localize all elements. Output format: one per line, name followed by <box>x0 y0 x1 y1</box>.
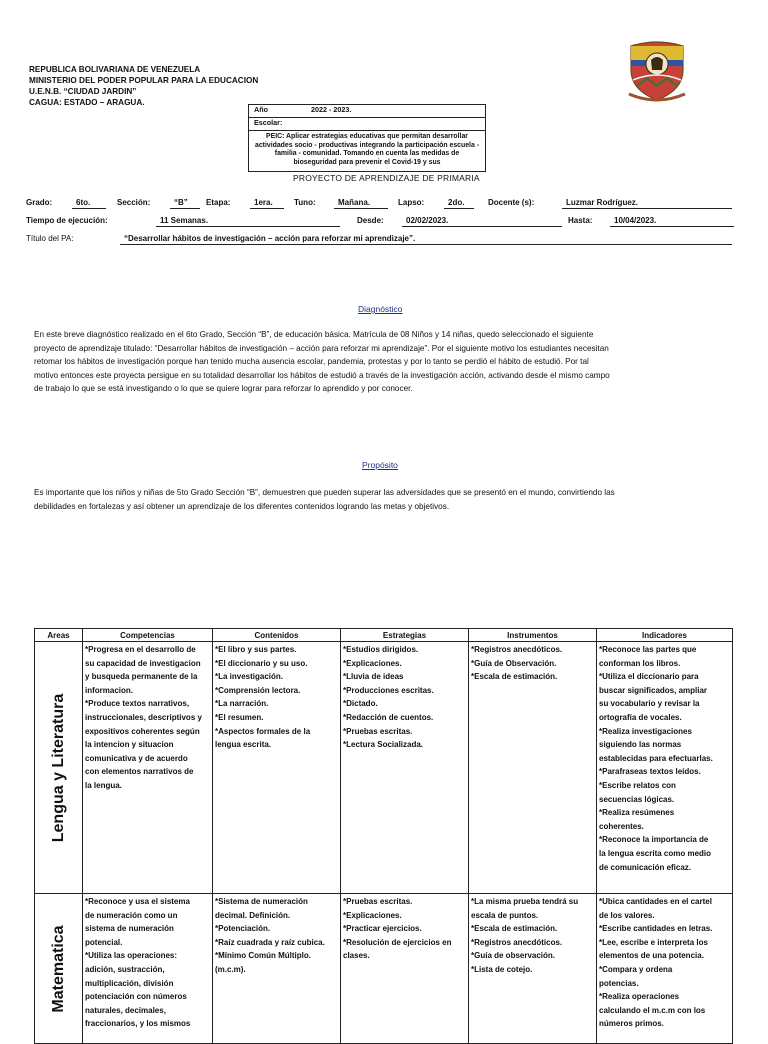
school-year-label: Año <box>254 105 268 114</box>
list-item: la lengua. <box>85 780 122 790</box>
contenidos-cell <box>213 894 341 1044</box>
header-instrumentos: Instrumentos <box>469 629 597 642</box>
instrumentos-cell <box>469 642 597 894</box>
list-item: *Realiza investigaciones <box>599 726 692 736</box>
titulo-label: Título del PA: <box>26 234 74 243</box>
list-item: de comunicación eficaz. <box>599 862 692 872</box>
list-item: *Resolución de ejercicios en <box>343 937 452 947</box>
list-item: *Compara y ordena <box>599 964 673 974</box>
list-item: instruccionales, descriptivos y <box>85 712 202 722</box>
school-year-value: 2022 - 2023. <box>311 105 352 114</box>
list-item: de los valores. <box>599 910 655 920</box>
docente-label: Docente (s): <box>488 198 535 207</box>
list-item: *Lista de cotejo. <box>471 964 533 974</box>
header-indicadores: Indicadores <box>597 629 733 642</box>
seccion-value: “B” <box>170 198 200 209</box>
list-item: *Escribe relatos con <box>599 780 676 790</box>
list-item: y busqueda permanente de la <box>85 672 198 682</box>
list-item: *Guía de observación. <box>471 951 556 961</box>
competencias-cell <box>83 894 213 1044</box>
contenidos-cell <box>213 642 341 894</box>
list-item: potencias. <box>599 978 639 988</box>
list-item: *Lectura Socializada. <box>343 740 424 750</box>
proposito-paragraph <box>34 486 734 513</box>
school-year-row <box>249 105 485 118</box>
diagnostico-title: Diagnóstico <box>358 304 403 314</box>
list-item: *Registros anecdóticos. <box>471 645 563 654</box>
list-item: *Pruebas escritas. <box>343 897 413 906</box>
titulo-value: “Desarrollar hábitos de investigación – acción para reforzar mi aprendizaje”. <box>120 234 732 245</box>
list-item: conforman los libros. <box>599 658 681 668</box>
tiempo-value: 11 Semanas. <box>156 216 340 227</box>
area-cell <box>35 894 83 1044</box>
list-item: sistema de numeración <box>85 924 174 934</box>
proposito-title: Propósito <box>362 460 398 470</box>
list-item: *Produce textos narrativos, <box>85 699 190 709</box>
list-item: *Utiliza el diccionario para <box>599 672 699 682</box>
list-item: *Mínimo Común Múltiplo. <box>215 951 311 961</box>
table-row <box>35 642 733 894</box>
list-item: *Reconoce las partes que <box>599 645 697 654</box>
list-item: adición, sustracción, <box>85 964 165 974</box>
list-item: *Producciones escritas. <box>343 685 434 695</box>
list-item: *Estudios dirigidos. <box>343 645 419 654</box>
list-item: *El libro y sus partes. <box>215 645 297 654</box>
list-item: *Guía de Observación. <box>471 658 557 668</box>
list-item: (m.c.m). <box>215 964 246 974</box>
header-areas: Areas <box>35 629 83 642</box>
etapa-label: Etapa: <box>206 198 231 207</box>
turno-label: Tuno: <box>294 198 316 207</box>
list-item: *Escala de estimación. <box>471 672 558 682</box>
page-subtitle: PROYECTO DE APRENDIZAJE DE PRIMARIA <box>293 173 480 183</box>
list-item: ortografía de vocales. <box>599 712 682 722</box>
header-competencias: Competencias <box>83 629 213 642</box>
header-contenidos: Contenidos <box>213 629 341 642</box>
list-item: naturales, decimales, <box>85 1005 166 1015</box>
list-item: informacion. <box>85 685 134 695</box>
diagnostico-line: de trabajo lo que se está investigando o lo que se quiere lograr para reforzar lo aprendido y por conocer. <box>34 384 413 394</box>
header-estrategias: Estrategias <box>341 629 469 642</box>
desde-value: 02/02/2023. <box>402 216 562 227</box>
list-item: *Raíz cuadrada y raíz cubica. <box>215 937 325 947</box>
list-item: de numeración como un <box>85 910 178 920</box>
list-item: *Pruebas escritas. <box>343 726 413 736</box>
school-logo <box>627 40 687 102</box>
planning-table <box>34 628 733 1044</box>
list-item: su capacidad de investigacion <box>85 658 201 668</box>
list-item: *Redacción de cuentos. <box>343 712 434 722</box>
proposito-line: Es importante que los niños y niñas de 5to Grado Sección “B”, demuestren que pueden superar las adversidades que se presentó en el mundo, convirtiendo las <box>34 488 615 497</box>
table-row <box>35 894 733 1044</box>
header-line-3: U.E.N.B. “CIUDAD JARDIN” <box>29 87 137 96</box>
peic-text: PEIC: Aplicar estrategias educativas que permitan desarrollar actividades socio - productivas integrando la participación escuela - familia - comunidad. Tomando en cuenta las medidas de bioseguridad para prevenir el Covid-19 y sus <box>255 133 480 166</box>
hasta-label: Hasta: <box>568 216 593 225</box>
area-label: Matematica <box>49 924 67 1013</box>
list-item: *Practicar ejercicios. <box>343 924 422 934</box>
list-item: fraccionarios, y los mismos <box>85 1019 191 1029</box>
list-item: *El diccionario y su uso. <box>215 658 308 668</box>
list-item: *Potenciación. <box>215 924 271 934</box>
list-item: coherentes. <box>599 821 644 831</box>
list-item: *La misma prueba tendrá su <box>471 897 579 906</box>
list-item: *Explicaciones. <box>343 658 402 668</box>
tiempo-label: Tiempo de ejecución: <box>26 216 108 225</box>
list-item: *Reconoce la importancia de <box>599 835 709 845</box>
list-item: la lengua escrita como medio <box>599 848 712 858</box>
lapso-value: 2do. <box>444 198 474 209</box>
school-label: Escolar: <box>254 118 283 127</box>
list-item: *Escribe cantidades en letras. <box>599 924 713 934</box>
list-item: su vocabulario y revisar la <box>599 699 700 709</box>
list-item: *La narración. <box>215 699 269 709</box>
school-label-row <box>249 118 485 131</box>
list-item: *Explicaciones. <box>343 910 402 920</box>
proposito-line: debilidades en fortalezas y así obtener un aprendizaje de los diferentes contenidos logrando las metas y objetivos. <box>34 501 450 511</box>
list-item: con elementos narrativos de <box>85 767 194 777</box>
school-info-box <box>248 104 486 172</box>
list-item: siguiendo las normas <box>599 740 682 750</box>
list-item: números primos. <box>599 1019 664 1029</box>
diagnostico-line: motivo entonces este proyecta persigue en su totalidad desarrollar los hábitos de estudió a través de la investigación acción, activando desde el mismo campo <box>34 370 610 380</box>
list-item: *Dictado. <box>343 699 378 709</box>
grado-label: Grado: <box>26 198 53 207</box>
area-cell <box>35 642 83 894</box>
indicadores-cell <box>597 642 733 894</box>
list-item: calculando el m.c.m con los <box>599 1005 706 1015</box>
header-line-1: REPUBLICA BOLIVARIANA DE VENEZUELA <box>29 65 201 74</box>
list-item: *La investigación. <box>215 672 284 682</box>
list-item: potencial. <box>85 937 123 947</box>
list-item: *Comprensión lectora. <box>215 685 301 695</box>
diagnostico-line: retomar los hábitos de investigación porque han tenido mucha ausencia escolar, pandemia, protestas y por lo tanto se perdió el hábito de estudió. Por tal <box>34 357 589 367</box>
list-item: secuencias lógicas. <box>599 794 675 804</box>
list-item: comunicativa y de acuerdo <box>85 753 188 763</box>
diagnostico-paragraph <box>34 328 734 396</box>
area-label: Lengua y Literatura <box>49 693 67 842</box>
instrumentos-cell <box>469 894 597 1044</box>
list-item: elementos de una potencia. <box>599 951 704 961</box>
list-item: *Realiza resúmenes <box>599 808 675 818</box>
desde-label: Desde: <box>357 216 384 225</box>
list-item: *Sistema de numeración <box>215 897 308 906</box>
list-item: *Parafraseas textos leídos. <box>599 767 701 777</box>
list-item: buscar significados, ampliar <box>599 685 708 695</box>
list-item: *Lee, escribe e interpreta los <box>599 937 708 947</box>
list-item: *Escala de estimación. <box>471 924 558 934</box>
list-item: expositivos coherentes según <box>85 726 200 736</box>
estrategias-cell <box>341 642 469 894</box>
list-item: escala de puntos. <box>471 910 539 920</box>
list-item: clases. <box>343 951 370 961</box>
list-item: *Registros anecdóticos. <box>471 937 563 947</box>
seccion-label: Sección: <box>117 198 151 207</box>
diagnostico-line: proyecto de aprendizaje titulado: “Desarrollar hábitos de investigación – acción para reforzar mi aprendizaje”. Por el siguiente motivo los estudiantes necesitan <box>34 343 609 353</box>
list-item: *Lluvia de ideas <box>343 672 404 682</box>
list-item: decimal. Definición. <box>215 910 291 920</box>
list-item: multiplicación, división <box>85 978 174 988</box>
docente-value: Luzmar Rodríguez. <box>562 198 732 209</box>
diagnostico-line: En este breve diagnóstico realizado en el 6to Grado, Sección “B”, de educación básica. Matrícula de 08 Niños y 14 niñas, quedo seleccionado el siguiente <box>34 330 594 339</box>
lapso-label: Lapso: <box>398 198 425 207</box>
list-item: establecidas para efectuarlas. <box>599 753 713 763</box>
hasta-value: 10/04/2023. <box>610 216 734 227</box>
header-line-4: CAGUA: ESTADO – ARAGUA. <box>29 98 145 107</box>
list-item: potenciación con números <box>85 992 187 1002</box>
list-item: lengua escrita. <box>215 740 272 750</box>
list-item: *El resumen. <box>215 712 264 722</box>
list-item: *Utiliza las operaciones: <box>85 951 178 961</box>
indicadores-cell <box>597 894 733 1044</box>
list-item: *Aspectos formales de la <box>215 726 311 736</box>
list-item: *Progresa en el desarrollo de <box>85 645 196 654</box>
turno-value: Mañana. <box>334 198 388 209</box>
grado-value: 6to. <box>72 198 106 209</box>
table-header-row <box>35 629 733 642</box>
list-item: *Realiza operaciones <box>599 992 680 1002</box>
list-item: *Reconoce y usa el sistema <box>85 897 190 906</box>
estrategias-cell <box>341 894 469 1044</box>
list-item: *Ubica cantidades en el cartel <box>599 897 712 906</box>
list-item: la intencion y situacion <box>85 740 174 750</box>
competencias-cell <box>83 642 213 894</box>
header-line-2: MINISTERIO DEL PODER POPULAR PARA LA EDUCACION <box>29 76 259 85</box>
etapa-value: 1era. <box>250 198 284 209</box>
